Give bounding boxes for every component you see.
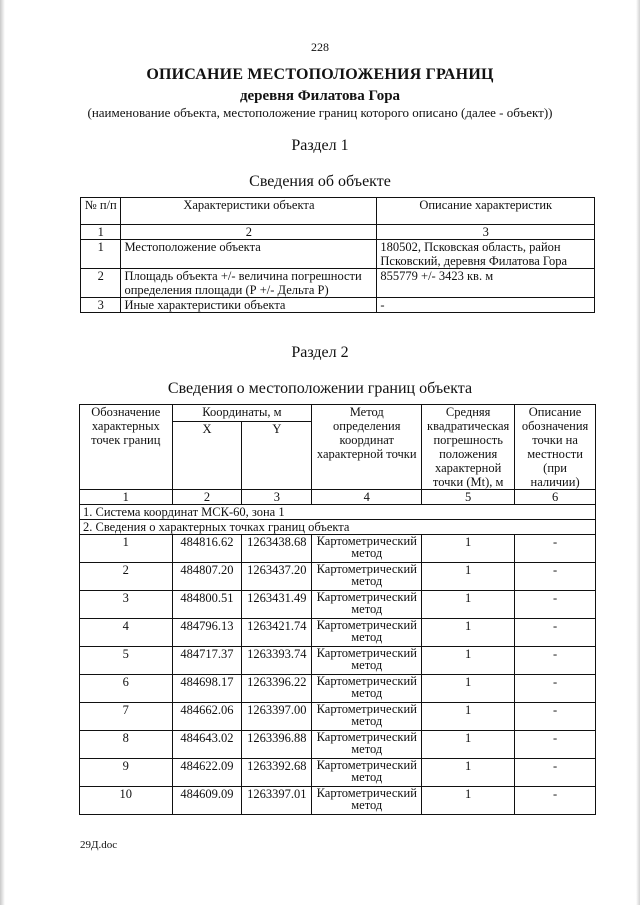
point-method: Картометрический метод: [312, 647, 422, 675]
header-error: Средняя квадратическая погрешность положения характерной точки (Mt), м: [422, 405, 515, 490]
point-method: Картометрический метод: [312, 787, 422, 815]
scan-edge-right: [636, 0, 640, 905]
col-number: 3: [242, 490, 312, 505]
header-num: № п/п: [81, 198, 121, 225]
row-characteristic: Иные характеристики объекта: [121, 298, 377, 313]
point-marking: -: [515, 759, 596, 787]
table-row: [80, 703, 596, 731]
point-id: 7: [80, 703, 173, 731]
file-name: 29Д.doc: [80, 839, 118, 851]
row-num: 2: [81, 269, 121, 298]
col-number: 1: [81, 225, 121, 240]
point-error: 1: [422, 787, 515, 815]
col-number: 3: [377, 225, 595, 240]
coordinate-system-row: [80, 505, 596, 520]
object-info-table: [80, 197, 595, 313]
point-y: 1263437.20: [242, 563, 312, 591]
column-number-row: [80, 490, 596, 505]
point-y: 1263396.88: [242, 731, 312, 759]
boundary-points-table: [79, 404, 596, 815]
point-marking: -: [515, 703, 596, 731]
point-id: 5: [80, 647, 173, 675]
point-y: 1263393.74: [242, 647, 312, 675]
point-id: 4: [80, 619, 173, 647]
point-marking: -: [515, 563, 596, 591]
object-note: (наименование объекта, местоположение границ которого описано (далее - объект)): [87, 105, 553, 120]
point-y: 1263438.68: [242, 535, 312, 563]
table-row: [81, 269, 595, 298]
point-method: Картометрический метод: [312, 675, 422, 703]
table-row: [80, 535, 596, 563]
point-x: 484807.20: [172, 563, 242, 591]
point-method: Картометрический метод: [312, 563, 422, 591]
point-id: 6: [80, 675, 173, 703]
header-y: Y: [242, 421, 312, 489]
points-body: [80, 535, 596, 815]
point-marking: -: [515, 787, 596, 815]
point-marking: -: [515, 591, 596, 619]
point-y: 1263396.22: [242, 675, 312, 703]
table-row: [80, 647, 596, 675]
table-row: [81, 240, 595, 269]
col-number: 4: [312, 490, 422, 505]
row-characteristic: Местоположение объекта: [121, 240, 377, 269]
table-row: [80, 731, 596, 759]
page-number: 228: [311, 40, 329, 54]
point-marking: -: [515, 647, 596, 675]
points-section-label: 2. Сведения о характерных точках границ объекта: [80, 520, 596, 535]
point-id: 9: [80, 759, 173, 787]
header-description: Описание характеристик: [377, 198, 595, 225]
header-method: Метод определения координат характерной точки: [312, 405, 422, 490]
point-error: 1: [422, 647, 515, 675]
point-marking: -: [515, 619, 596, 647]
header-x: X: [172, 421, 242, 489]
point-error: 1: [422, 703, 515, 731]
point-x: 484662.06: [172, 703, 242, 731]
section1-heading: Раздел 1: [291, 137, 349, 154]
col-number: 1: [80, 490, 173, 505]
point-y: 1263397.00: [242, 703, 312, 731]
table-row: [80, 591, 596, 619]
col-number: 2: [121, 225, 377, 240]
point-error: 1: [422, 563, 515, 591]
section2-heading: Раздел 2: [291, 344, 349, 361]
point-y: 1263421.74: [242, 619, 312, 647]
point-method: Картометрический метод: [312, 703, 422, 731]
point-id: 10: [80, 787, 173, 815]
point-y: 1263431.49: [242, 591, 312, 619]
coordinate-system: 1. Система координат МСК-60, зона 1: [80, 505, 596, 520]
point-method: Картометрический метод: [312, 619, 422, 647]
col-number: 5: [422, 490, 515, 505]
point-id: 2: [80, 563, 173, 591]
point-y: 1263397.01: [242, 787, 312, 815]
point-x: 484717.37: [172, 647, 242, 675]
header-marking: Описание обозначения точки на местности (при наличии): [515, 405, 596, 490]
point-id: 1: [80, 535, 173, 563]
row-num: 1: [81, 240, 121, 269]
point-error: 1: [422, 619, 515, 647]
header-characteristic: Характеристики объекта: [121, 198, 377, 225]
row-description: 855779 +/- 3423 кв. м: [377, 269, 595, 298]
point-id: 8: [80, 731, 173, 759]
point-error: 1: [422, 759, 515, 787]
point-y: 1263392.68: [242, 759, 312, 787]
point-method: Картометрический метод: [312, 535, 422, 563]
point-x: 484622.09: [172, 759, 242, 787]
object-name: деревня Филатова Гора: [239, 88, 401, 104]
point-marking: -: [515, 731, 596, 759]
point-id: 3: [80, 591, 173, 619]
table-row: [80, 563, 596, 591]
table-header-row: [81, 198, 595, 225]
point-x: 484698.17: [172, 675, 242, 703]
point-x: 484816.62: [172, 535, 242, 563]
section1-subheading: Сведения об объекте: [249, 173, 391, 190]
row-description: 180502, Псковская область, район Псковский, деревня Филатова Гора: [377, 240, 595, 269]
point-marking: -: [515, 675, 596, 703]
col-number: 6: [515, 490, 596, 505]
row-characteristic: Площадь объекта +/- величина погрешности определения площади (Р +/- Дельта Р): [121, 269, 377, 298]
point-x: 484643.02: [172, 731, 242, 759]
table-row: [80, 759, 596, 787]
point-method: Картометрический метод: [312, 759, 422, 787]
section2-subheading: Сведения о местоположении границ объекта: [167, 380, 473, 397]
point-method: Картометрический метод: [312, 731, 422, 759]
points-section-row: [80, 520, 596, 535]
row-description: -: [377, 298, 595, 313]
header-coords: Координаты, м: [172, 405, 312, 422]
scan-edge-left: [0, 0, 5, 905]
table-row: [80, 787, 596, 815]
point-error: 1: [422, 591, 515, 619]
table-row: [80, 619, 596, 647]
table-header-row: [80, 405, 596, 422]
column-number-row: [81, 225, 595, 240]
table-row: [81, 298, 595, 313]
point-error: 1: [422, 535, 515, 563]
point-error: 1: [422, 731, 515, 759]
header-point: Обозначение характерных точек границ: [80, 405, 173, 490]
row-num: 3: [81, 298, 121, 313]
document-title: ОПИСАНИЕ МЕСТОПОЛОЖЕНИЯ ГРАНИЦ: [146, 66, 494, 83]
col-number: 2: [172, 490, 242, 505]
table-row: [80, 675, 596, 703]
point-marking: -: [515, 535, 596, 563]
point-error: 1: [422, 675, 515, 703]
point-method: Картометрический метод: [312, 591, 422, 619]
point-x: 484800.51: [172, 591, 242, 619]
point-x: 484609.09: [172, 787, 242, 815]
point-x: 484796.13: [172, 619, 242, 647]
